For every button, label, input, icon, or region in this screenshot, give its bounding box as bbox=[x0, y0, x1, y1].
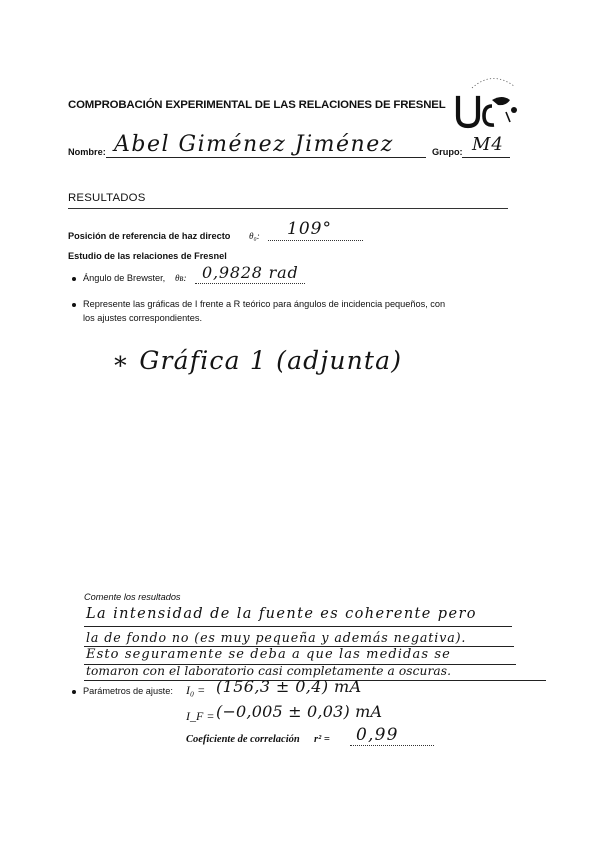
if-symbol: I_F = bbox=[186, 709, 215, 723]
comentarios-label: Comente los resultados bbox=[84, 592, 181, 602]
estudio-label: Estudio de las relaciones de Fresnel bbox=[68, 251, 227, 261]
coef-dotline bbox=[350, 745, 434, 746]
brewster-value: 0,9828 rad bbox=[202, 263, 299, 282]
comment-line-2: la de fondo no (es muy pequeña y además negativa). bbox=[86, 630, 467, 645]
i0-value: (156,3 ± 0,4) mA bbox=[216, 677, 362, 696]
nombre-value: Abel Giménez Jiménez bbox=[114, 132, 394, 157]
bullet-graficas bbox=[72, 303, 76, 307]
posicion-label: Posición de referencia de haz directo bbox=[68, 231, 231, 241]
graficas-line1: Represente las gráficas de I frente a R teórico para ángulos de incidencia pequeños, con bbox=[83, 299, 446, 309]
posicion-symbol: θ₀: bbox=[249, 231, 260, 241]
coef-label: Coeficiente de correlación bbox=[186, 734, 300, 745]
nombre-underline bbox=[106, 157, 426, 158]
resultados-rule bbox=[68, 208, 508, 209]
comment-line-1: La intensidad de la fuente es coherente pero bbox=[86, 606, 477, 622]
resultados-heading: RESULTADOS bbox=[68, 192, 146, 204]
i0-symbol: I₀ = bbox=[186, 683, 206, 697]
brewster-label: Ángulo de Brewster, bbox=[83, 273, 166, 283]
posicion-value: 109° bbox=[287, 219, 332, 239]
graficas-handwritten-note: ∗ Gráfica 1 (adjunta) bbox=[112, 346, 403, 375]
comment-underline-1 bbox=[84, 626, 512, 627]
grupo-label: Grupo: bbox=[432, 147, 463, 157]
coef-value: 0,99 bbox=[356, 725, 399, 745]
comment-line-3: Esto seguramente se deba a que las medidas se bbox=[86, 647, 451, 662]
coef-symbol: r² = bbox=[314, 734, 330, 745]
parametros-label: Parámetros de ajuste: bbox=[83, 686, 173, 696]
bullet-parametros bbox=[72, 690, 76, 694]
brewster-dotline bbox=[195, 283, 305, 284]
document-title: COMPROBACIÓN EXPERIMENTAL DE LAS RELACIONES DE FRESNEL bbox=[68, 99, 446, 111]
bullet-brewster bbox=[72, 277, 76, 281]
comment-line-4: tomaron con el laboratorio casi completamente a oscuras. bbox=[86, 664, 452, 678]
grupo-value: M4 bbox=[472, 134, 504, 155]
if-value: (−0,005 ± 0,03) mA bbox=[216, 702, 383, 721]
brewster-symbol: θʙ: bbox=[175, 273, 187, 283]
posicion-dotline bbox=[268, 240, 363, 241]
university-logo bbox=[452, 72, 532, 132]
graficas-line2: los ajustes correspondientes. bbox=[83, 313, 202, 323]
grupo-underline bbox=[462, 157, 510, 158]
nombre-label: Nombre: bbox=[68, 147, 106, 157]
